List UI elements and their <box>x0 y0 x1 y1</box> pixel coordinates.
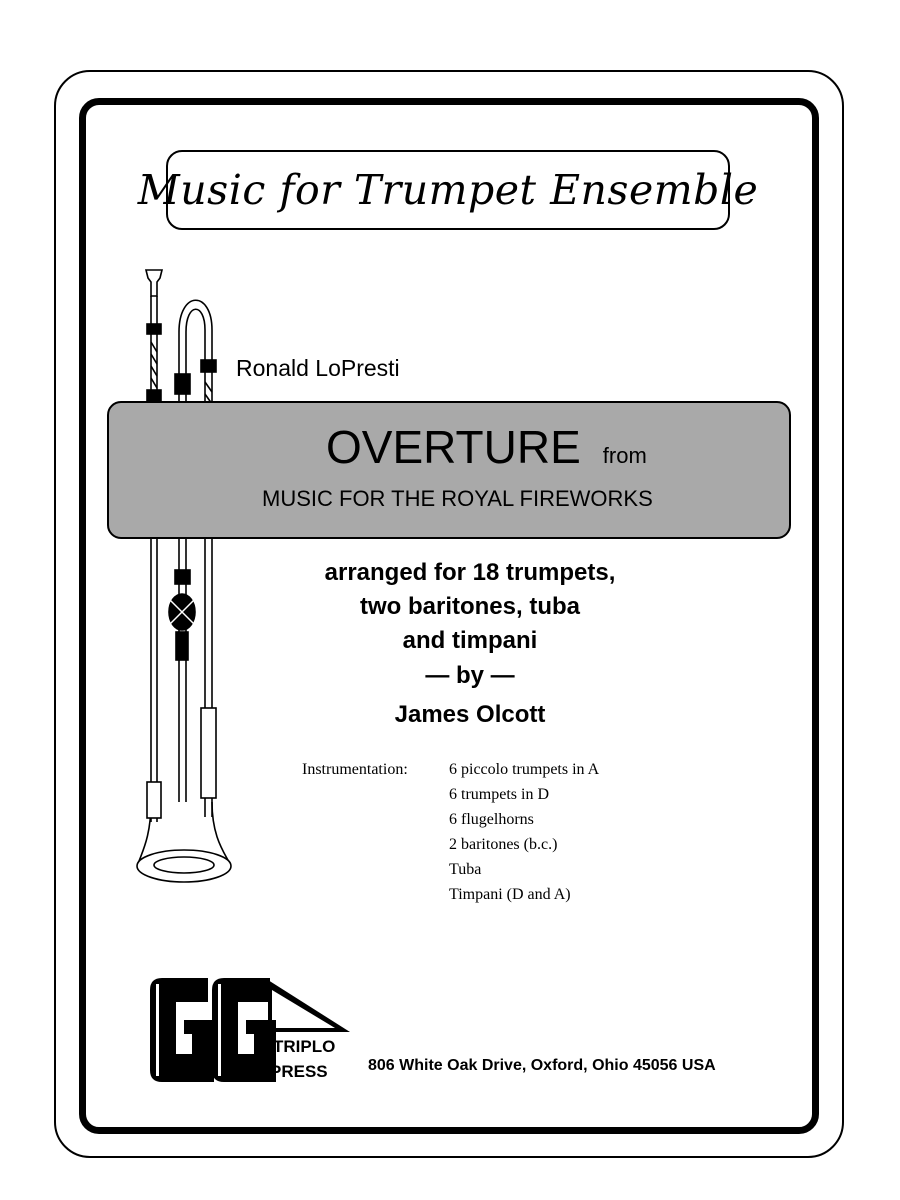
instrument-item: Timpani (D and A) <box>449 886 571 903</box>
instrumentation-label: Instrumentation: <box>302 761 408 778</box>
arrangement-line-3: and timpani <box>402 627 538 654</box>
title-from: from <box>602 443 647 468</box>
title-main: OVERTURE <box>326 421 581 473</box>
instrument-item: Tuba <box>449 861 482 878</box>
series-banner <box>137 150 759 230</box>
instrument-item: 6 piccolo trumpets in A <box>449 761 600 778</box>
series-title: Music for Trumpet Ensemble <box>137 166 759 214</box>
by-line: — by — <box>425 662 515 689</box>
instrument-item: 6 flugelhorns <box>449 811 534 828</box>
arrangement-line-2: two baritones, tuba <box>359 593 580 620</box>
publisher-address: 806 White Oak Drive, Oxford, Ohio 45056 USA <box>368 1057 716 1074</box>
logo-text-press: PRESS <box>270 1062 328 1081</box>
triplo-press-logo-icon <box>150 972 365 1087</box>
title-line <box>326 420 647 474</box>
instrument-item: 6 trumpets in D <box>449 786 549 803</box>
composer-name: Ronald LoPresti <box>236 355 400 381</box>
arrangement-line-1: arranged for 18 trumpets, <box>324 559 616 586</box>
instrument-item: 2 baritones (b.c.) <box>449 836 558 853</box>
arranger-name: James Olcott <box>394 701 546 728</box>
logo-text-triplo: TRIPLO <box>273 1037 336 1056</box>
subtitle: MUSIC FOR THE ROYAL FIREWORKS <box>262 486 653 511</box>
